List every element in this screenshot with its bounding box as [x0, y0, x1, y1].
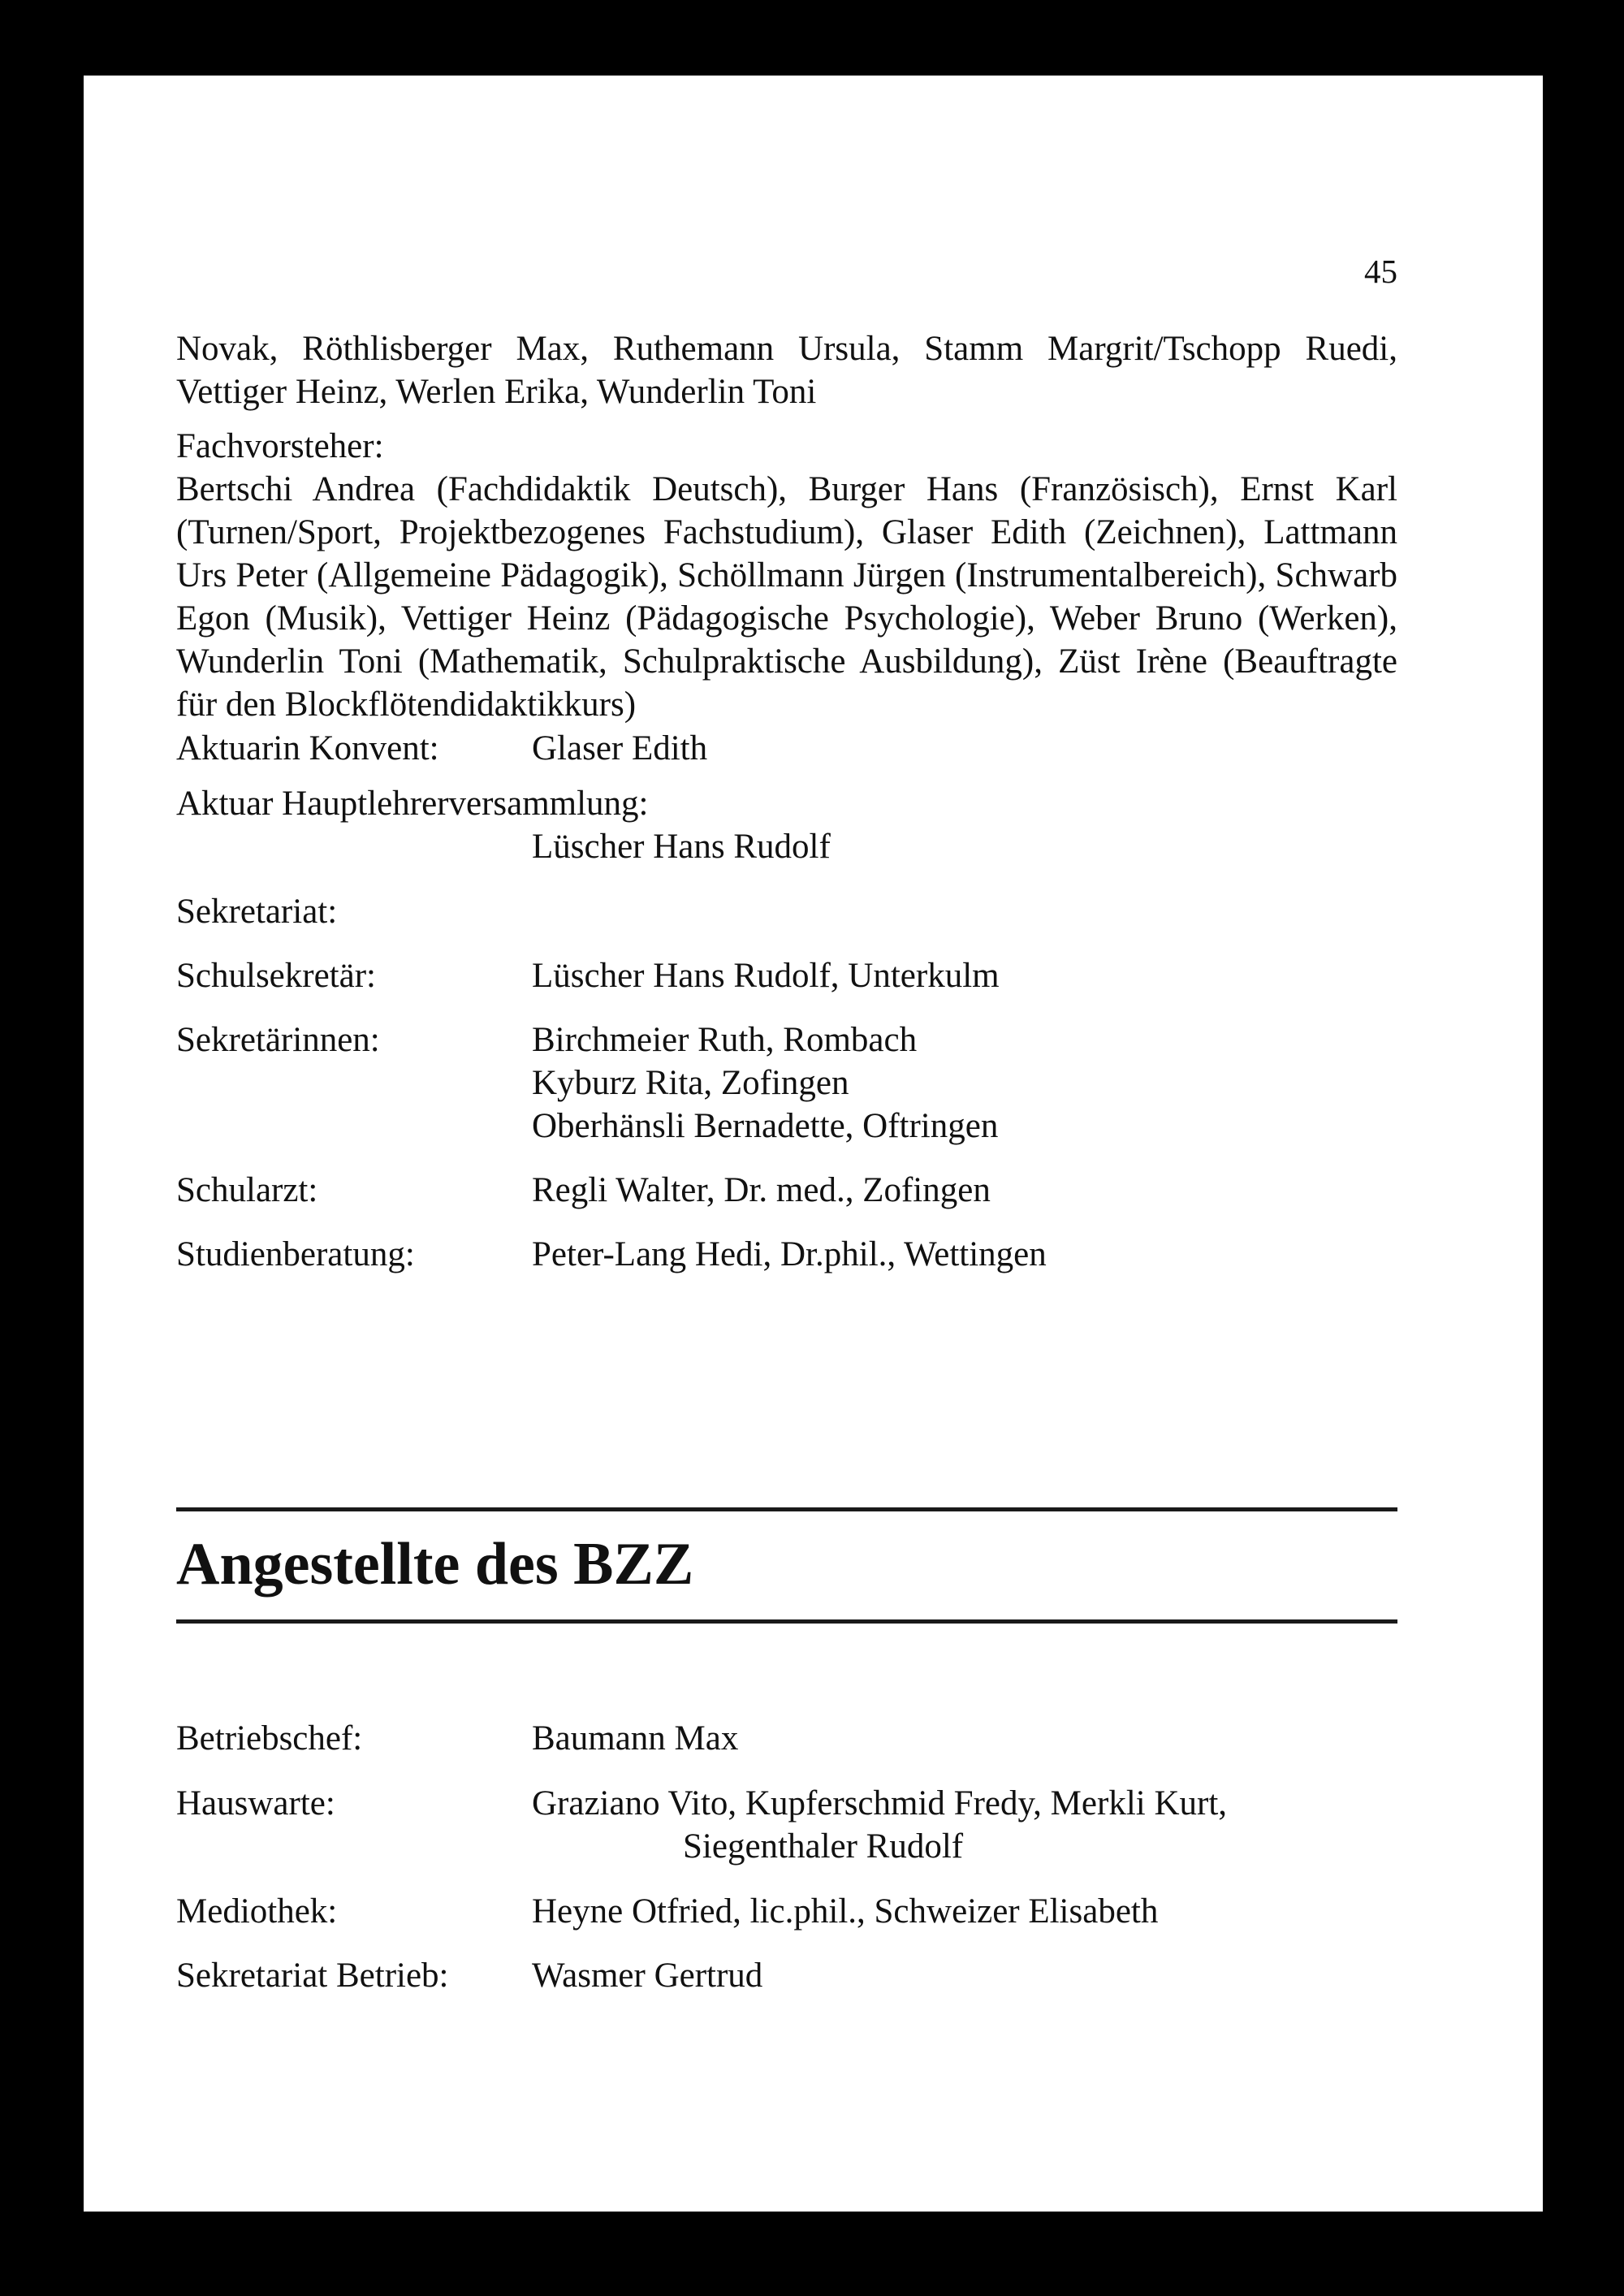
schulsekretaer-label: Schulsekretär: [176, 957, 376, 995]
sekretariat-betrieb-value: Wasmer Gertrud [532, 1957, 763, 1995]
aktuarin-konvent-value: Glaser Edith [532, 729, 708, 767]
fachvorsteher-text: Bertschi Andrea (Fachdidaktik Deutsch), Burger Hans (Französisch), Ernst Karl (Turnen/Sport, Projektbezogenes Fachstudium), Glaser Edith (Zeichnen), Lattmann Urs Peter (Allgemeine Pädagogik), Schöllmann Jürgen (Instrumentalbereich), Schwarb Egon (Musik), Vettiger Heinz (Pädagogische Psychologie), Weber Bruno (Werken), Wunderlin Toni (Mathematik, Schulpraktische Ausbildung), Züst Irène (Beauftragte für den Blockflötendidaktikkurs) [176, 470, 1397, 724]
sekretaerinnen-label: Sekretärinnen: [176, 1021, 380, 1059]
hauswarte-value-line2: Siegenthaler Rudolf [683, 1827, 964, 1866]
betriebschef-value: Baumann Max [532, 1719, 739, 1758]
hauswarte-value-line1: Graziano Vito, Kupferschmid Fredy, Merkli Kurt, [532, 1784, 1228, 1823]
sekretaerin-1: Birchmeier Ruth, Rombach [532, 1021, 918, 1059]
sekretaerin-3: Oberhänsli Bernadette, Oftringen [532, 1107, 999, 1145]
hauswarte-label: Hauswarte: [176, 1784, 335, 1823]
studienberatung-value: Peter-Lang Hedi, Dr.phil., Wettingen [532, 1235, 1047, 1273]
fachvorsteher-label: Fachvorsteher: [176, 427, 384, 465]
schularzt-value: Regli Walter, Dr. med., Zofingen [532, 1171, 991, 1209]
mediothek-label: Mediothek: [176, 1892, 338, 1931]
intro-paragraph: Novak, Röthlisberger Max, Ruthemann Ursula, Stamm Margrit/Tschopp Ruedi, Vettiger Heinz, Werlen Erika, Wunderlin Toni [176, 330, 1397, 411]
document-page [84, 76, 1543, 2212]
sekretaerin-2: Kyburz Rita, Zofingen [532, 1064, 849, 1102]
schularzt-label: Schularzt: [176, 1171, 318, 1209]
section-heading: Angestellte des BZZ [176, 1531, 694, 1598]
aktuar-hauptlehrer-label: Aktuar Hauptlehrerversammlung: [176, 785, 649, 823]
betriebschef-label: Betriebschef: [176, 1719, 363, 1758]
aktuarin-konvent-label: Aktuarin Konvent: [176, 729, 439, 767]
aktuar-hauptlehrer-value: Lüscher Hans Rudolf [532, 828, 831, 866]
studienberatung-label: Studienberatung: [176, 1235, 415, 1273]
heading-rule-bottom [176, 1619, 1397, 1624]
sekretariat-betrieb-label: Sekretariat Betrieb: [176, 1957, 449, 1995]
schulsekretaer-value: Lüscher Hans Rudolf, Unterkulm [532, 957, 1000, 995]
heading-rule-top [176, 1507, 1397, 1511]
page-number: 45 [1364, 253, 1397, 290]
mediothek-value: Heyne Otfried, lic.phil., Schweizer Elisabeth [532, 1892, 1159, 1931]
sekretariat-label: Sekretariat: [176, 893, 338, 931]
